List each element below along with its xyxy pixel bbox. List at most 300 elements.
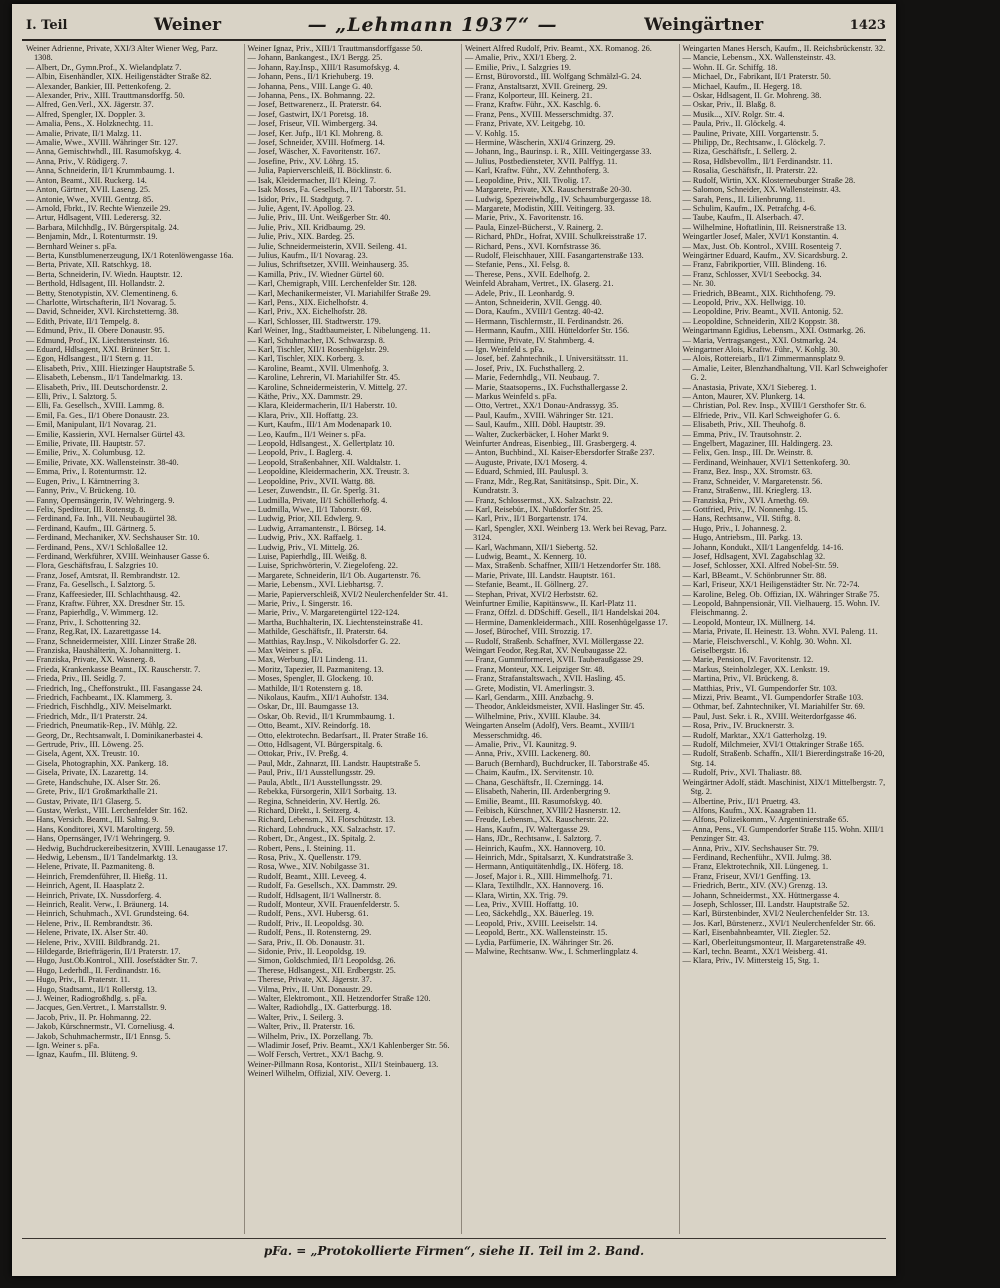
directory-entry: — Karl, techn. Beamt., XX/1 Weisberg. 41. xyxy=(682,947,828,956)
directory-entry: — Walter, Radiohdlg., IX. Gatterburgg. 18. xyxy=(247,1003,392,1013)
directory-entry: — Dora, Kaufm., XVIII/1 Gentzg. 40-42. xyxy=(465,307,604,317)
directory-entry: — Theodor, Ankleidsmeister, XVII. Haslinger Str. 45. xyxy=(465,702,645,712)
directory-entry: Weiner-Pillmann Rosa, Kontorist., XII/1 Steinbauerg. 13. xyxy=(247,1059,439,1069)
directory-entry: — Rosalia, Geschäftsfr., II. Praterstr. 22. xyxy=(682,166,818,176)
directory-entry: — Ferdinand, Mechaniker, XV. Sechshauser Str. 10. xyxy=(26,533,200,543)
directory-entry: — Julius, Schriftsetzer, XVIII. Weinhauserg. 35. xyxy=(247,260,409,270)
directory-entry: — Regina, Schneiderin, XV. Hertlg. 26. xyxy=(247,796,381,806)
directory-entry: — Malwine, Rechtsanw. Ww., I. Schmerlingplatz 4. xyxy=(465,947,638,956)
directory-entry: — Karl, Friseur, XX/1 Heiligenstädter Str. Nr. 72-74. xyxy=(682,580,860,590)
directory-entry: — Ludwig, Priv., VI. Mittelg. 26. xyxy=(247,542,360,552)
directory-entry: — Rudolf, Marktar., XX/1 Gatterholzg. 19. xyxy=(682,730,827,740)
directory-entry: — Karl, Spengler, XXI. Weinberg 13. Werk bei Revag, Parz. 3124. xyxy=(465,523,667,543)
directory-entry: — Betty, Stenotypistin, XV. Clementineng. 6. xyxy=(26,288,178,298)
directory-entry: — Paul, Priv., II/1 Ausstellungsstr. 29. xyxy=(247,768,376,778)
directory-entry: — Karl, Priv., II/1 Borgartenstr. 174. xyxy=(465,514,588,524)
directory-entry: — Anton, Buchbind., XI. Kaiser-Ebersdorfer Straße 237. xyxy=(465,448,655,458)
directory-entry: — Arnold, Fbrkt., IV. Rechte Wienzeile 29. xyxy=(26,203,171,213)
column-1 xyxy=(26,44,236,1234)
directory-entry: — Kurt, Kaufm., III/1 Am Modenapark 10. xyxy=(247,420,392,430)
directory-entry: — Robert, Pens., I. Steining. 11. xyxy=(247,843,356,853)
directory-entry: — Rudolf, Priv., II. Leopoldsg. 30. xyxy=(247,918,364,928)
directory-entry: — Leopoldine, Kleidermacherin, XX. Treustr. 3. xyxy=(247,467,410,477)
directory-entry: — Johann, Kondukt., XII/1 Langenfeldg. 14-16. xyxy=(682,542,844,552)
column-4 xyxy=(679,44,889,1234)
directory-entry: — Karoline, Beamt., XVII. Ulmenhofg. 3. xyxy=(247,363,389,373)
directory-entry: — Josef, Major i. R., XIII. Himmelhofg. 71. xyxy=(465,871,613,881)
directory-entry: — Rosa, Hdlsbevollm., II/1 Ferdinandstr. 11. xyxy=(682,156,833,166)
directory-entry: — Rudolf, Priv., XVI. Thaliastr. 88. xyxy=(682,768,802,778)
directory-entry: — Hugo, Antriebsm., III. Parkg. 13. xyxy=(682,533,803,543)
directory-entry: — Antonie, Wwe., XVIII. Gentzg. 85. xyxy=(26,194,154,204)
directory-entry: — Marie, Federnhdlg., VII. Neubaug. 7. xyxy=(465,373,600,383)
directory-entry: — Paul, Mdr., Zahnarzt, III. Landstr. Hauptstraße 5. xyxy=(247,758,421,768)
directory-entry: — Heinrich, Mdr., Spitalsarzt, X. Kundratstraße 3. xyxy=(465,852,634,862)
directory-entry: — Franz, Schneider, V. Margaretenstr. 56. xyxy=(682,476,823,486)
directory-entry: — Leopold, Priv., I. Baglerg. 4. xyxy=(247,448,353,458)
directory-entry: — Ludwig, Arramantenstr., I. Börseg. 14. xyxy=(247,523,386,533)
directory-entry: — Franziska, Priv., XVI. Arnethg. 69. xyxy=(682,495,809,505)
directory-entry: — Helene, Priv., XVIII. Bildbrandg. 21. xyxy=(26,937,160,947)
directory-entry: — Leopold, Hdlsangest., X. Gellertplatz 10. xyxy=(247,439,395,449)
directory-entry: — Wilhelmine, Hoftatlinin, III. Reisnerstraße 13. xyxy=(682,222,847,232)
directory-entry: — Franz, Schneidermeister, XIII. Linzer Straße 28. xyxy=(26,636,197,646)
directory-entry: — Simon, Goldschmied, II/1 Leopoldsg. 26. xyxy=(247,956,396,966)
directory-entry: — Max, Straßenb. Schaffner, XIII/1 Hetzendorfer Str. 188. xyxy=(465,561,661,571)
directory-entry: — Matthias, Ray.Insp., V. Nikolsdorfer G. 22. xyxy=(247,636,401,646)
directory-entry: — Julie, Priv., XIX. Bardeg. 25. xyxy=(247,232,355,242)
directory-entry: — Kamilla, Priv., IV. Wiedner Gürtel 60. xyxy=(247,269,384,279)
directory-entry: — Karl, Schlosser, III. Stadtwerstr. 179. xyxy=(247,316,381,326)
directory-entry: — Friedrich, Ing., Cheffonstrukt., III. Fasangasse 24. xyxy=(26,683,203,693)
directory-entry: — Emilie, Private, III. Hauptstr. 57. xyxy=(26,439,146,449)
directory-entry: — Matthias, Priv., VI. Gumpendorfer Str. 103. xyxy=(682,683,838,693)
directory-entry: — Josefine, Priv., XV. Löhrg. 15. xyxy=(247,156,359,166)
directory-entry: — Friedrich, Mdr., II/1 Praterstr. 24. xyxy=(26,711,148,721)
directory-entry: — V. Kohlg. 15. xyxy=(465,128,520,138)
directory-entry: — Karoline, Beleg. Ob. Offizian, IX. Währinger Straße 75. xyxy=(682,589,880,599)
directory-entry: — Anton, Beamt., XII. Ruckerg. 14. xyxy=(26,175,147,185)
directory-entry: — Julie, Schneidermeisterin, XVII. Seileng. 41. xyxy=(247,241,407,251)
directory-entry: — Jakob, Kürschnermstr., VI. Corneliusg. 4. xyxy=(26,1022,175,1032)
directory-entry: — Franz, Papierhdlg., V. Wimmerg. 12. xyxy=(26,608,159,618)
directory-entry: — Joseph, Schlosser, III. Landstr. Hauptstraße 52. xyxy=(682,899,850,909)
directory-entry: — Edmund, Prof., IX. Liechtensteinstr. 16. xyxy=(26,335,170,345)
directory-entry: — Hermine, Wäscherin, XXI/4 Grinzerg. 29. xyxy=(465,138,616,148)
directory-entry: — Taube, Kaufm., II. Alserbach. 47. xyxy=(682,213,804,223)
directory-entry: — Flora, Geschäftsfrau, I. Salzgries 10. xyxy=(26,561,159,571)
directory-entry: — Johann, Pens., II/1 Kriehuberg. 19. xyxy=(247,72,374,82)
directory-entry: Weingart Feodor, Reg.Rat, XV. Neubaugasse 22. xyxy=(465,646,627,655)
directory-entry: — Isidor, Priv., II. Stadtgutg. 7. xyxy=(247,194,353,204)
directory-entry: — Ferdinand, Werkführer, XVIII. Weinhauser Gasse 6. xyxy=(26,551,210,561)
directory-entry: — Ferdinand, Rechenführ., XVII. Julmg. 38. xyxy=(682,852,832,862)
directory-entry: — Rudolf, Beamt., XIII. Leveeg. 4. xyxy=(247,871,367,881)
directory-entry: — Walter, Priv., II. Praterstr. 16. xyxy=(247,1022,355,1032)
directory-entry: — Julie, Priv., XII. Kridbaumg. 29. xyxy=(247,222,366,232)
directory-entry: Weingärtner Adolf, städt. Maschinist, XIX/1 Mittelbergstr. 7, Stg. 2. xyxy=(682,777,886,797)
directory-entry: — Anton, Schneiderin, XVII. Gengg. 40. xyxy=(465,297,602,307)
directory-entry: — Wladimir Josef, Priv. Beamt., XX/1 Kahlenberger Str. 56. xyxy=(247,1041,450,1051)
directory-entry: — Marie, Priv., V. Margaretengürtel 122-124. xyxy=(247,608,400,618)
directory-entry: — Elisabeth, Lebensm., II/1 Tandelmarktg. 13. xyxy=(26,373,183,383)
directory-entry: — Anna, Priv., V. Rüdigerg. 7. xyxy=(26,156,128,166)
directory-entry: — Anton, Gärtner, XVII. Laseng. 25. xyxy=(26,185,151,195)
directory-entry: — Emilie, Kassierin, XVI. Hernalser Gürtel 43. xyxy=(26,429,185,439)
directory-entry: — Margarete, Schneiderin, II/1 Ob. Augartenstr. 76. xyxy=(247,570,421,580)
directory-entry: — Karl, Wachmann, XII/1 Siebertg. 52. xyxy=(465,542,598,552)
directory-entry: — Amalie, Leiter, Blenzhandhaltung, VII. Karl Schweighofer G. 2. xyxy=(682,363,888,383)
directory-entry: — Alexander, Priv., XIII. Trauttmansdorffg. 50. xyxy=(26,91,185,101)
directory-entry: — Josef, Bürochef, VIII. Strozzig. 17. xyxy=(465,627,593,637)
directory-entry: — Amalie, Priv., VI. Kaunitzg. 9. xyxy=(465,740,577,750)
directory-entry: — Isak Moses, Fa. Gesellsch., II/1 Taborstr. 51. xyxy=(247,185,406,195)
directory-entry: — Artur, Hdlsagent, VIII. Lederersg. 32. xyxy=(26,213,162,223)
directory-entry: — Hugo, Stadtsamt., II/1 Rollerstg. 13. xyxy=(26,984,157,994)
directory-entry: Weinfeld Abraham, Vertret., IX. Glaserg. 21. xyxy=(465,279,614,289)
directory-entry: — Grete, Priv., II/1 Großmarkthalle 21. xyxy=(26,787,158,797)
header-rule xyxy=(22,39,886,41)
directory-entry: — Anton, Maurer, XV. Plunkerg. 14. xyxy=(682,392,805,402)
directory-entry: — Feibisch, Kürschner, XVIII/2 Hasnerstr. 12. xyxy=(465,805,621,815)
directory-entry: — Friedrich, BBeamt., XIX. Richthofeng. 79. xyxy=(682,288,836,298)
directory-entry: — Gisela, Agent, XX. Treustr. 10. xyxy=(26,749,140,759)
directory-entry: — Rudolf, Straßenb. Schaffner, XVI. Möllergasse 22. xyxy=(465,636,644,646)
directory-entry: — Leo, Kaufm., II/1 Weiner s. pFa. xyxy=(247,429,366,439)
directory-entry: — Elli, Priv., I. Salztorg. 5. xyxy=(26,392,117,402)
directory-entry: Weingartler Josef, Maler, XVI/1 Konstantin. 4. xyxy=(682,232,839,242)
directory-entry: — Franz, Mdr., Reg.Rat, Sanitätsinsp., Spit. Dir., X. Kundratstr. 3. xyxy=(465,476,639,496)
directory-entry: — Hans, Konditorei, XVI. Maroltingerg. 59. xyxy=(26,824,175,834)
directory-entry: — Paul, Kaufm., XVIII. Währinger Str. 121. xyxy=(465,410,614,420)
directory-entry: — Eugen, Priv., I. Kärntnerring 3. xyxy=(26,476,140,486)
directory-entry: — Johann, Schneidermst., XX. Hüttnergasse 4. xyxy=(682,890,840,900)
directory-entry: — Josef, Gastwirt, IX/1 Poretsg. 18. xyxy=(247,109,369,119)
directory-entry: — Helene, Priv., II. Rembrandtstr. 36. xyxy=(26,918,153,928)
directory-entry: — Anna, Gemischtwhdl., III. Rasumofskyg. 4. xyxy=(26,147,182,157)
directory-entry: — Martina, Priv., VI. Brückeng. 8. xyxy=(682,674,799,684)
directory-entry: — Leopold, Priv., XX. Hellwigg. 10. xyxy=(682,297,806,307)
directory-entry: — Leopold, Bertr., XX. Wallensteinstr. 15. xyxy=(465,928,608,938)
directory-entry: — Heinrich, Fremdenführer, II. Hießg. 11. xyxy=(26,871,168,881)
directory-entry: — Emilie, Private, XX. Wallensteinstr. 38-40. xyxy=(26,457,179,467)
directory-entry: — Christian, Pol. Rev. Insp., XVIII/1 Gersthofer Str. 6. xyxy=(682,401,867,411)
directory-entry: — Franz, Kolporteur, III. Keinerg. 21. xyxy=(465,91,593,101)
directory-entry: — Elli, Fa. Gesellsch., XVIII. Lammg. 8. xyxy=(26,401,165,411)
directory-entry: — Ign. Weinfeld s. pFa. xyxy=(465,345,545,354)
directory-entry: — Franz, Elektrotechnik, XII. Lüngeneg. 1. xyxy=(682,862,829,872)
directory-entry: — Marie, Pension, IV. Favoritenstr. 12. xyxy=(682,655,814,665)
directory-entry: — Riza, Geschäftsfr., I. Sellerg. 2. xyxy=(682,147,797,157)
directory-entry: — Ludmilla, Wwe., II/1 Taborstr. 69. xyxy=(247,504,372,514)
column-3 xyxy=(461,44,671,1234)
directory-entry: — Rudolf, Fa. Gesellsch., XX. Dammstr. 29. xyxy=(247,881,398,891)
directory-entry: — Baruch (Bernhard), Buchdrucker, II. Taborstraße 45. xyxy=(465,758,650,768)
directory-entry: — Sarah, Pens., II. Lilienbrunng. 11. xyxy=(682,194,806,204)
directory-entry: — Max, Just. Ob. Kontrol., XVIII. Rosenteig 7. xyxy=(682,241,842,251)
directory-entry: — Franz, Bez. Insp., XX. Stromstr. 63. xyxy=(682,467,813,477)
directory-entry: — Oskar, Priv., II. Blaßg. 8. xyxy=(682,100,776,110)
directory-entry: — Julie, Agent, IV. Apollog. 23. xyxy=(247,203,355,213)
directory-entry: — Franz, Kaffeesieder, III. Schlachthausg. 42. xyxy=(26,589,181,599)
directory-entry: — Hildegarde, Briefträgerin, II/1 Praterstr. 17. xyxy=(26,947,181,956)
directory-entry: — Hermine, Damenkleidermach., XIII. Rosenhügelgasse 17. xyxy=(465,617,668,627)
directory-entry: — Franz, Friseur, XVI/1 Genffing. 13. xyxy=(682,871,811,881)
directory-entry: — Hugo, Just.Ob.Kontrol., XIII. Josefstädter Str. 7. xyxy=(26,956,198,966)
directory-entry: — Philipp, Dr., Rechtsanw., I. Glöckelg. 7. xyxy=(682,138,826,148)
directory-entry: — Eduard, Hdlsagent, XXI. Brünner Str. 1. xyxy=(26,345,171,354)
entry-columns xyxy=(26,44,888,1234)
directory-entry: — Isak, Kleidermacher, II/1 Kleing. 7. xyxy=(247,175,376,185)
directory-entry: — Mathilde, Geschäftsfr., II. Praterstr. 64. xyxy=(247,627,388,637)
directory-entry: — Oskar, Ob. Revid., II/1 Krummbaumg. 1. xyxy=(247,711,395,721)
directory-entry: — Edmund, Priv., II. Obere Donaustr. 95. xyxy=(26,326,165,336)
directory-entry: — Max, Werbung, II/1 Lindeng. 11. xyxy=(247,655,368,665)
directory-entry: — Marie, Private, III. Landstr. Hauptstr. 161. xyxy=(465,570,616,580)
directory-entry: — Hugo, Priv., I. Johannesg. 2. xyxy=(682,523,787,533)
directory-entry: — Alois, Rottereiarb., II/1 Zimmermannsplatz 9. xyxy=(682,354,845,364)
directory-entry: — Friedrich, Fachbeamt., IX. Klammerg. 3. xyxy=(26,693,173,703)
directory-entry: — Julie, Priv., III. Unt. Weißgerber Str. 40. xyxy=(247,213,391,223)
directory-entry: — Vilma, Priv., II. Unt. Donaustr. 29. xyxy=(247,984,373,994)
directory-entry: — Richard, PhDr., Hofrat, XVIII. Schulkreisstraße 17. xyxy=(465,232,647,242)
directory-entry: Weiner Adrienne, Private, XXI/3 Alter Wiener Weg, Parz. 1308. xyxy=(26,44,218,63)
directory-entry: — Maria, Private, II. Heinestr. 13. Wohn. XVI. Paleng. 11. xyxy=(682,627,878,637)
directory-entry: — Josef, Hdlsagent, XVI. Zagabschlag 32. xyxy=(682,551,826,561)
directory-entry: — Leo, Säckehdlg., XX. Bäuerleg. 19. xyxy=(465,909,594,919)
directory-entry: — Maria, Vertragsangest., XXI. Ostmarkg. 24. xyxy=(682,335,838,345)
directory-entry: — Franz, Fabrikportier, VIII. Blindeng. 16. xyxy=(682,260,827,270)
directory-entry: — Franziska, Private, XX. Wasnerg. 8. xyxy=(26,655,156,665)
directory-entry: — Stefanie, Beamt., II. Göllnerg. 27. xyxy=(465,580,589,590)
directory-entry: — Gustav, Werkst., VIII. Lerchenfelder Str. 162. xyxy=(26,805,188,815)
directory-entry: — Friedrich, Fischhdlg., XIV. Meiselmarkt. xyxy=(26,702,172,712)
directory-entry: — Julia, Papierverschleiß, II. Böcklinstr. 6. xyxy=(247,166,392,176)
directory-entry: — Albert, Dr., Gymn.Prof., X. Wielandplatz 7. xyxy=(26,62,182,72)
directory-entry: — Engelbert, Magaziner, III. Haldingerg. 23. xyxy=(682,439,833,449)
directory-entry: — Rebekka, Fürsorgerin, XII/1 Sorbaitg. 13. xyxy=(247,787,397,797)
directory-entry: — Josef, Priv., IX. Fuchsthallerg. 2. xyxy=(465,363,585,373)
directory-entry: — Leopoldine, Priv. Beamt., XVII. Antonig. 52. xyxy=(682,307,844,317)
directory-entry: — Auguste, Private, IX/1 Moserg. 4. xyxy=(465,457,588,467)
directory-entry: — Lydia, Parfümerie, IX. Währinger Str. 26. xyxy=(465,937,614,947)
directory-entry: — Heinrich, Agent, II. Haasplatz 2. xyxy=(26,881,145,891)
directory-entry: — Mathilde, II/1 Rotenstern g. 18. xyxy=(247,683,363,693)
directory-entry: — Fanny, Opernsängerin, IV. Wehringerg. 9. xyxy=(26,495,175,505)
directory-entry: — Paula, Priv., II. Glöckelg. 4. xyxy=(682,119,786,129)
directory-entry: — Leser, Zuwendstr., II. Gr. Sperlg. 31. xyxy=(247,486,380,496)
part-label: I. Teil xyxy=(26,17,68,33)
directory-entry: — Heinrich, Private, IX. Nussdorferg. 4. xyxy=(26,890,162,900)
directory-entry: Weingartmann Egidius, Lebensm., XXI. Ostmarkg. 26. xyxy=(682,326,866,336)
directory-entry: — Berta, Kunstblumenerzeugung, IX/1 Rotenlöwengasse 16a. xyxy=(26,250,234,260)
directory-entry: — Paula, Einzel-Bücherst., V. Rainerg. 2. xyxy=(465,222,604,232)
directory-entry: — Marie, Priv., I. Singerstr. 16. xyxy=(247,598,353,608)
directory-entry: — Karl, Eisenbahnbeamter, VII. Ziegler. 52. xyxy=(682,928,831,938)
directory-entry: — Alfred, Gen.Verl., XX. Jägerstr. 37. xyxy=(26,100,154,110)
directory-entry: — Stephan, Privat, XVI/2 Herbststr. 62. xyxy=(465,589,598,599)
footer-rule xyxy=(22,1238,886,1239)
directory-entry: — Ludwig, Priv., XX. Raffaelg. 1. xyxy=(247,533,363,543)
directory-entry: — Marie, Lebensm., XVI. Liebhartsg. 7. xyxy=(247,580,384,590)
directory-entry: — Hermann, Antiquitätenhdlg., IX. Höferg. 18. xyxy=(465,862,624,872)
directory-entry: — Richard, Direkt., I. Seitzerg. 4. xyxy=(247,805,361,815)
directory-entry: — Johanna, Pens., IX. Bohmanng. 22. xyxy=(247,91,375,101)
directory-entry: — Luise, Sprichwörterin, V. Ziegelofeng. 22. xyxy=(247,561,398,571)
directory-entry: — Otto, Beamt., XIV. Reindorfg. 18. xyxy=(247,721,371,731)
lead-word: Weiner xyxy=(154,15,222,35)
directory-entry: — Hermann, Tischlermstr., II. Ferdinandstr. 26. xyxy=(465,316,624,326)
directory-entry: — Stefanie, Pens., XI. Felsg. 8. xyxy=(465,260,570,270)
directory-entry: — Hermann, Kaufm., XIII. Hütteldorfer Str. 156. xyxy=(465,326,630,336)
directory-entry: — Helene, Private, II. Pazmaniteng. 8. xyxy=(26,862,155,872)
directory-entry: — Josef, Schneider, XVIII. Hofmerg. 14. xyxy=(247,138,385,148)
directory-entry: — Chana, Geschäftsfr., II. Czerningg. 14. xyxy=(465,777,604,787)
directory-entry: — Walter, Elektromont., XII. Hetzendorfer Straße 120. xyxy=(247,994,431,1004)
directory-entry: — Rudolf, Wirtin, XX. Klosterneuburger Straße 28. xyxy=(682,175,856,185)
directory-entry: — Josef, Schlosser, XXI. Alfred Nobel-Str. 59. xyxy=(682,561,839,571)
directory-entry: — Berta, Schneiderin, IV. Wiedn. Hauptstr. 12. xyxy=(26,269,183,279)
directory-entry: — Benjamin, Mdr., I. Rotenturmstr. 19. xyxy=(26,232,158,242)
directory-entry: — Wolf Fersch, Vertret., XX/1 Bachg. 9. xyxy=(247,1050,384,1060)
directory-entry: — Hedwig, Buchdruckereibesitzerin, XVIII. Lenaugasse 17. xyxy=(26,843,228,853)
directory-entry: — Marie, Staatsoperns., IX. Fuchsthallergasse 2. xyxy=(465,382,628,392)
directory-entry: — Robert, Dr., Angest., IX. Spitalg. 2. xyxy=(247,834,376,844)
directory-entry: Karl Weiner, Ing., Stadtbaumeister, I. Nibelungeng. 11. xyxy=(247,326,431,336)
directory-entry: — Rudolf, Hdlsagent, II/1 Wallnerstr. 8. xyxy=(247,890,382,900)
directory-entry: — Franz, Anstaltsarzt, XVII. Greinerg. 29. xyxy=(465,81,608,91)
directory-entry: — Käthe, Priv., XX. Dammstr. 29. xyxy=(247,392,363,402)
directory-entry: — Josef, Wäscher, X. Favoritenstr. 167. xyxy=(247,147,381,157)
directory-entry: — David, Schneider, XVI. Kirchstetterng. 38. xyxy=(26,307,179,317)
directory-entry: — Charlotte, Wirtschafterin, II/1 Novarag. 5. xyxy=(26,297,176,307)
directory-entry: — Julius, Postbediensteter, XVII. Palffyg. 11. xyxy=(465,156,618,166)
directory-entry: — Anna, Schneiderin, II/1 Krummbaumg. 1. xyxy=(26,166,175,176)
directory-entry: — Markus, Steinholzleger, XX. Lenkstr. 19. xyxy=(682,664,830,674)
directory-entry: — Nikolaus, Kaufm., XII/1 Auhofstr. 134. xyxy=(247,693,389,703)
directory-entry: — Othmar, bef. Zahntechniker, VI. Mariahilfer Str. 69. xyxy=(682,702,865,712)
directory-entry: — Leopold, Straßenbahner, XII. Waldtalstr. 1. xyxy=(247,457,401,467)
directory-entry: — Saul, Kaufm., XIII. Döbl. Hauptstr. 39. xyxy=(465,420,606,430)
directory-entry: — Edith, Private, II/1 Tempelg. 8. xyxy=(26,316,140,326)
directory-entry: — Helene, Private, IX. Alser Str. 40. xyxy=(26,928,148,938)
directory-entry: — Franz, Kraftw. Führ., XX. Kaschlg. 6. xyxy=(465,100,601,110)
directory-entry: — Karl, Priv., XX. Eichelhofstr. 28. xyxy=(247,307,368,317)
directory-entry: — Franziska, Haushälterin, X. Johannitterg. 1. xyxy=(26,646,181,655)
directory-entry: — Rudolf, Pens., II. Rotensterng. 29. xyxy=(247,928,372,938)
directory-entry: — Jakob, Schuhmachermstr., II/1 Ennsg. 5. xyxy=(26,1031,171,1041)
directory-entry: — Egon, Hdlsangest., II/1 Stern g. 11. xyxy=(26,354,154,364)
directory-entry: — Leopold, Priv., XVIII. Leeiselstr. 14. xyxy=(465,918,598,928)
directory-entry: — Wohn. II. Gr. Schiffg. 18. xyxy=(682,62,778,72)
directory-entry: — Nr. 30. xyxy=(682,279,716,289)
directory-entry: — Schulim, Kaufm., IX. Petrafchg. 4-6. xyxy=(682,203,816,213)
directory-entry: — Klara, Wirtin, XX. Trig. 79. xyxy=(465,890,568,900)
directory-entry: — Hedwig, Lebensm., II/1 Tandelmarktg. 13. xyxy=(26,852,178,862)
directory-entry: — Margarete, Modistin, XIII. Veitingerg. 33. xyxy=(465,203,615,213)
directory-entry: — Walter, Priv., I. Seilerg. 3. xyxy=(247,1012,344,1022)
directory-entry: — Johann, Bankangest., IX/1 Bergg. 25. xyxy=(247,53,383,63)
directory-entry: — Josef, Bettwarenerz., II. Praterstr. 64. xyxy=(247,100,382,110)
directory-entry: — Moritz, Tapezier, II. Pazmaniteng. 13. xyxy=(247,664,384,674)
directory-entry: — Ign. Weiner s. pFa. xyxy=(26,1041,100,1051)
directory-entry: — Gottfried, Priv., IV. Nonnenhg. 15. xyxy=(682,504,808,514)
directory-entry: — Michael, Kaufm., II. Hegerg. 18. xyxy=(682,81,802,91)
directory-entry: — Ferdinand, Pens., XV/1 Schloßallee 12. xyxy=(26,542,168,552)
directory-entry: — Salomon, Schneider, XX. Wallensteinstr. 43. xyxy=(682,185,841,195)
page-header xyxy=(26,12,886,38)
directory-entry: — Ferdinand, Kaufm., III. Gärtnerg. 5. xyxy=(26,523,156,533)
directory-entry: — Adele, Priv., II. Leonhardg. 9. xyxy=(465,288,575,298)
directory-title: — „Lehmann 1937“ — xyxy=(307,14,558,36)
directory-entry: — Leopold, Monteur, IX. Müllnerg. 14. xyxy=(682,617,816,627)
directory-entry: — Amalie, Private, II/1 Malzg. 11. xyxy=(26,128,142,138)
directory-entry: — Karl, Gendarm., XIII. Anzbachg. 9. xyxy=(465,693,594,703)
directory-entry: — Gustav, Private, II/1 Glaserg. 5. xyxy=(26,796,142,806)
directory-entry: — Hans, Versich. Beamt., III. Salmg. 9. xyxy=(26,815,159,825)
directory-entry: — Felix, Gen. Insp., III. Dr. Weinstr. 8. xyxy=(682,448,813,458)
directory-entry: — Karl, Tischler, XIX. Korberg. 3. xyxy=(247,354,365,364)
directory-entry: — Friedrich, Pneumatik-Rep., IV. Mühlg. 22. xyxy=(26,721,178,731)
directory-entry: — Leopold, Bahnpensionär, VII. Vielhauerg. 15. Wohn. IV. Fleischmanng. 2. xyxy=(682,598,880,618)
directory-entry: — Therese, Private, XX. Jägerstr. 37. xyxy=(247,975,372,985)
directory-entry: — Hugo, Lederhdl., II. Ferdinandstr. 16. xyxy=(26,965,161,975)
directory-entry: — Ferdinand, Weinhauer, XVI/1 Settenkoferg. 30. xyxy=(682,457,851,467)
directory-entry: — Wilhelmine, Priv., XVIII. Klaube. 34. xyxy=(465,711,601,721)
directory-entry: — Felix, Spediteur, III. Rotenstg. 8. xyxy=(26,504,146,514)
directory-entry: — Rosa, Priv., X. Quellenstr. 179. xyxy=(247,852,362,862)
directory-entry: — Hans, JDr., Rechtsanw., I. Salztorg. 7. xyxy=(465,834,602,844)
directory-entry: — Richard, Pens., XVI. Kornfstrasse 36. xyxy=(465,241,601,251)
directory-entry: — Therese, Hdlsangest., XII. Erdbergstr. 25. xyxy=(247,965,396,975)
directory-entry: — Elfriede, Priv., VII. Karl Schweighofer G. 6. xyxy=(682,410,841,420)
directory-entry: Weingarten Anselm (Adolf), Vers. Beamt., XVIII/1 Messerschmidtg. 46. xyxy=(465,721,635,740)
directory-entry: Weinert Alfred Rudolf, Priv. Beamt., XX. Romanog. 26. xyxy=(465,44,652,53)
directory-entry: — Amalia, Pens., X. Holzknechtg. 11. xyxy=(26,119,154,129)
directory-entry: — Otto, Hdlsagent, VI. Bürgerspitalg. 6. xyxy=(247,740,383,750)
directory-entry: — Leopoldine, Priv., XII. Tivolig. 17. xyxy=(465,175,591,185)
directory-entry: — Franz, Pens., XVIII. Messerschmidtg. 37. xyxy=(465,109,614,119)
directory-entry: — Elisabeth, Priv., XIII. Hietzinger Hauptstraße 5. xyxy=(26,363,195,373)
directory-entry: — Wilhelm, Priv., IX. Porzellang. 7b. xyxy=(247,1031,373,1041)
directory-entry: — Walter, Zuckerbäcker, I. Hoher Markt 9. xyxy=(465,429,609,439)
directory-entry: — Josef, bef. Zahntechnik., I. Universitätsstr. 11. xyxy=(465,354,629,364)
directory-entry: — Marie, Papierverschleiß, XVI/2 Neulerchenfelder Str. 41. xyxy=(247,589,448,599)
directory-entry: — Ludwig, Beamt., X. Kennerg. 10. xyxy=(465,551,587,561)
directory-entry: — Franz, Gummiformerei, XVII. Tauberaußgasse 29. xyxy=(465,655,644,665)
directory-entry: — Ludwig, Prior, XII. Edwlerg. 9. xyxy=(247,514,363,524)
directory-entry: — Bernhard Weiner s. pFa. xyxy=(26,241,117,251)
directory-entry: — Therese, Pens., XVII. Edelhofg. 2. xyxy=(465,269,590,279)
directory-entry: — Jos. Karl, Bürstenerz., XVI/1 Neulerchenfelder Str. 66. xyxy=(682,918,876,928)
directory-entry: — Elisabeth, Naherin, III. Ardenbergring 9. xyxy=(465,787,611,797)
directory-entry: — Josef, Friseur, VII. Wimbergerg. 34. xyxy=(247,119,378,129)
directory-entry: — Frieda, Krankenkasse Beamt., IX. Rauscherstr. 7. xyxy=(26,664,201,674)
directory-entry: — Paul, Just. Sekr. i. R., XVIII. Weiterdorfgasse 46. xyxy=(682,711,857,721)
directory-entry: — Georg, Dr., Rechtsanwalt, I. Dominikanerbastei 4. xyxy=(26,730,203,740)
directory-entry: — Franz, Schlosser, XVI/1 Seebockg. 34. xyxy=(682,269,822,279)
directory-entry: — Sara, Priv., II. Ob. Donaustr. 31. xyxy=(247,937,365,947)
directory-entry: — Rudolf, Milchmeier, XVI/1 Ottakringer Straße 165. xyxy=(682,740,864,750)
directory-entry: — Hans, Rechtsanw., VII. Stiftg. 8. xyxy=(682,514,801,524)
directory-entry: — Elisabeth, Priv., XII. Theuhofg. 8. xyxy=(682,420,806,430)
directory-entry: — Barbara, Milchhdlg., IV. Bürgerspitalg. 24. xyxy=(26,222,179,232)
directory-entry: — Heinrich, Kaufm., XX. Hannoverg. 10. xyxy=(465,843,606,853)
directory-entry: — Leopoldine, Priv., XVII. Wattg. 88. xyxy=(247,476,375,486)
directory-entry: — Rudolf, Monteur, XVII. Frauenfelderstr. 5. xyxy=(247,899,400,909)
directory-entry: — Michael, Dr., Fabrikant, II/1 Praterstr. 50. xyxy=(682,72,831,82)
directory-entry: — Ignaz, Kaufm., III. Blüteng. 9. xyxy=(26,1050,138,1060)
